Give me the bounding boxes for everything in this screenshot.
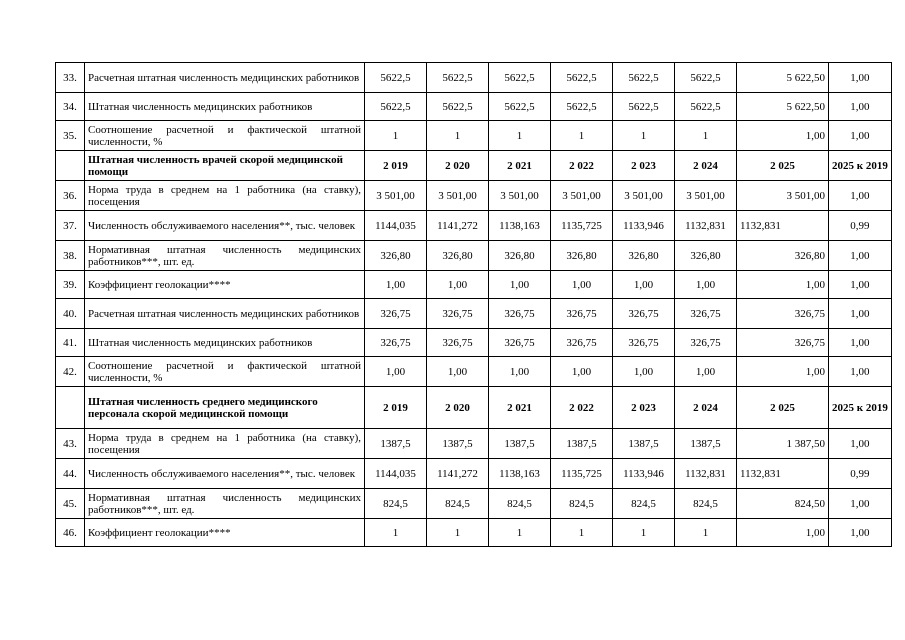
year-value-cell: 1,00: [675, 271, 737, 299]
year-value-cell: 5622,5: [365, 63, 427, 93]
year-value-cell: 1,00: [737, 271, 829, 299]
year-value-cell: 1,00: [427, 357, 489, 387]
year-value-cell: 1,00: [489, 357, 551, 387]
year-value-cell: 3 501,00: [489, 181, 551, 211]
year-value-cell: 2 020: [427, 387, 489, 429]
year-value-cell: 1,00: [489, 271, 551, 299]
year-value-cell: 1,00: [613, 271, 675, 299]
row-label: Коэффициент геолокации****: [85, 519, 365, 547]
year-value-cell: 824,5: [427, 489, 489, 519]
year-value-cell: 326,75: [365, 299, 427, 329]
year-value-cell: 1141,272: [427, 211, 489, 241]
row-label: Численность обслуживаемого населения**, тыс. человек: [85, 459, 365, 489]
year-value-cell: 1138,163: [489, 211, 551, 241]
year-value-cell: 1133,946: [613, 459, 675, 489]
year-value-cell: 3 501,00: [427, 181, 489, 211]
year-value-cell: 5622,5: [613, 63, 675, 93]
year-value-cell: 1133,946: [613, 211, 675, 241]
year-value-cell: 326,80: [427, 241, 489, 271]
year-value-cell: 1132,831: [675, 211, 737, 241]
year-value-cell: 1132,831: [737, 211, 829, 241]
year-value-cell: 824,5: [675, 489, 737, 519]
year-value-cell: 326,80: [365, 241, 427, 271]
year-value-cell: 1: [489, 121, 551, 151]
year-value-cell: 2 024: [675, 387, 737, 429]
year-value-cell: 5622,5: [551, 93, 613, 121]
ratio-cell: 1,00: [829, 93, 892, 121]
row-number: 36.: [56, 181, 85, 211]
table-row: [56, 357, 892, 387]
table-row: [56, 329, 892, 357]
table-row: [56, 181, 892, 211]
row-number: [56, 387, 85, 429]
year-value-cell: 1: [675, 519, 737, 547]
year-value-cell: 3 501,00: [737, 181, 829, 211]
year-value-cell: 1: [427, 519, 489, 547]
year-value-cell: 3 501,00: [675, 181, 737, 211]
row-label: Расчетная штатная численность медицинских работников: [85, 63, 365, 93]
year-value-cell: 824,5: [613, 489, 675, 519]
year-value-cell: 5622,5: [427, 63, 489, 93]
year-value-cell: 3 501,00: [365, 181, 427, 211]
row-label: Норма труда в среднем на 1 работника (на ставку), посещения: [85, 429, 365, 459]
year-value-cell: 2 021: [489, 151, 551, 181]
year-value-cell: 5622,5: [675, 93, 737, 121]
year-value-cell: 2 019: [365, 387, 427, 429]
year-value-cell: 5622,5: [427, 93, 489, 121]
year-value-cell: 2 021: [489, 387, 551, 429]
staffing-table: [55, 62, 892, 547]
table-row: [56, 241, 892, 271]
year-value-cell: 1,00: [365, 271, 427, 299]
row-number: 44.: [56, 459, 85, 489]
year-value-cell: 1387,5: [551, 429, 613, 459]
row-number: 39.: [56, 271, 85, 299]
table-row: [56, 489, 892, 519]
year-value-cell: 5622,5: [489, 93, 551, 121]
table-row: [56, 429, 892, 459]
row-label: Нормативная штатная численность медицинских работников***, шт. ед.: [85, 489, 365, 519]
ratio-cell: 1,00: [829, 121, 892, 151]
year-value-cell: 1135,725: [551, 211, 613, 241]
row-number: 46.: [56, 519, 85, 547]
year-value-cell: 326,75: [427, 299, 489, 329]
row-number: 40.: [56, 299, 85, 329]
year-value-cell: 326,75: [489, 329, 551, 357]
ratio-cell: 2025 к 2019: [829, 387, 892, 429]
year-value-cell: 326,75: [551, 299, 613, 329]
section-header-row: [56, 387, 892, 429]
row-label: Штатная численность медицинских работников: [85, 93, 365, 121]
ratio-cell: 1,00: [829, 181, 892, 211]
year-value-cell: 326,80: [613, 241, 675, 271]
year-value-cell: 2 019: [365, 151, 427, 181]
row-number: 43.: [56, 429, 85, 459]
year-value-cell: 1141,272: [427, 459, 489, 489]
year-value-cell: 326,80: [737, 241, 829, 271]
row-number: 41.: [56, 329, 85, 357]
year-value-cell: 5622,5: [613, 93, 675, 121]
year-value-cell: 2 024: [675, 151, 737, 181]
ratio-cell: 2025 к 2019: [829, 151, 892, 181]
year-value-cell: 1144,035: [365, 211, 427, 241]
year-value-cell: 1: [613, 519, 675, 547]
table-row: [56, 519, 892, 547]
year-value-cell: 1132,831: [675, 459, 737, 489]
year-value-cell: 326,75: [737, 299, 829, 329]
row-label: Штатная численность медицинских работников: [85, 329, 365, 357]
year-value-cell: 1132,831: [737, 459, 829, 489]
year-value-cell: 3 501,00: [551, 181, 613, 211]
row-label: Расчетная штатная численность медицинских работников: [85, 299, 365, 329]
year-value-cell: 1 387,50: [737, 429, 829, 459]
table-row: [56, 459, 892, 489]
row-number: 38.: [56, 241, 85, 271]
year-value-cell: 1387,5: [613, 429, 675, 459]
year-value-cell: 1,00: [613, 357, 675, 387]
year-value-cell: 1135,725: [551, 459, 613, 489]
year-value-cell: 1: [427, 121, 489, 151]
year-value-cell: 3 501,00: [613, 181, 675, 211]
year-value-cell: 1: [365, 121, 427, 151]
section-header-row: [56, 151, 892, 181]
ratio-cell: 1,00: [829, 271, 892, 299]
row-number: 42.: [56, 357, 85, 387]
year-value-cell: 1: [365, 519, 427, 547]
year-value-cell: 326,75: [489, 299, 551, 329]
year-value-cell: 1: [675, 121, 737, 151]
year-value-cell: 5 622,50: [737, 93, 829, 121]
ratio-cell: 1,00: [829, 241, 892, 271]
ratio-cell: 1,00: [829, 519, 892, 547]
row-label: Коэффициент геолокации****: [85, 271, 365, 299]
table-body: [56, 63, 892, 547]
row-number: 33.: [56, 63, 85, 93]
row-label: Нормативная штатная численность медицинских работников***, шт. ед.: [85, 241, 365, 271]
year-value-cell: 2 022: [551, 387, 613, 429]
year-value-cell: 2 022: [551, 151, 613, 181]
row-number: [56, 151, 85, 181]
year-value-cell: 1,00: [737, 121, 829, 151]
ratio-cell: 0,99: [829, 211, 892, 241]
year-value-cell: 1,00: [427, 271, 489, 299]
year-value-cell: 1,00: [675, 357, 737, 387]
year-value-cell: 1387,5: [427, 429, 489, 459]
year-value-cell: 326,75: [613, 329, 675, 357]
year-value-cell: 1: [613, 121, 675, 151]
ratio-cell: 1,00: [829, 357, 892, 387]
year-value-cell: 2 020: [427, 151, 489, 181]
year-value-cell: 824,5: [365, 489, 427, 519]
ratio-cell: 0,99: [829, 459, 892, 489]
year-value-cell: 1144,035: [365, 459, 427, 489]
year-value-cell: 1138,163: [489, 459, 551, 489]
year-value-cell: 824,5: [551, 489, 613, 519]
year-value-cell: 2 025: [737, 151, 829, 181]
year-value-cell: 1387,5: [365, 429, 427, 459]
row-label: Норма труда в среднем на 1 работника (на ставку), посещения: [85, 181, 365, 211]
row-label: Штатная численность врачей скорой медицинской помощи: [85, 151, 365, 181]
year-value-cell: 824,50: [737, 489, 829, 519]
year-value-cell: 326,75: [675, 299, 737, 329]
year-value-cell: 5622,5: [365, 93, 427, 121]
year-value-cell: 1: [551, 121, 613, 151]
ratio-cell: 1,00: [829, 329, 892, 357]
table-row: [56, 121, 892, 151]
year-value-cell: 326,75: [427, 329, 489, 357]
year-value-cell: 326,75: [365, 329, 427, 357]
year-value-cell: 5 622,50: [737, 63, 829, 93]
year-value-cell: 326,75: [613, 299, 675, 329]
year-value-cell: 1,00: [737, 357, 829, 387]
row-number: 34.: [56, 93, 85, 121]
year-value-cell: 1387,5: [489, 429, 551, 459]
year-value-cell: 2 023: [613, 387, 675, 429]
ratio-cell: 1,00: [829, 429, 892, 459]
year-value-cell: 326,75: [675, 329, 737, 357]
row-label: Штатная численность среднего медицинского персонала скорой медицинской помощи: [85, 387, 365, 429]
year-value-cell: 1: [551, 519, 613, 547]
year-value-cell: 5622,5: [675, 63, 737, 93]
row-label: Соотношение расчетной и фактической штатной численности, %: [85, 121, 365, 151]
row-number: 37.: [56, 211, 85, 241]
year-value-cell: 326,75: [737, 329, 829, 357]
row-number: 45.: [56, 489, 85, 519]
table-row: [56, 299, 892, 329]
year-value-cell: 824,5: [489, 489, 551, 519]
year-value-cell: 326,80: [675, 241, 737, 271]
ratio-cell: 1,00: [829, 63, 892, 93]
row-label: Численность обслуживаемого населения**, тыс. человек: [85, 211, 365, 241]
year-value-cell: 326,75: [551, 329, 613, 357]
row-label: Соотношение расчетной и фактической штатной численности, %: [85, 357, 365, 387]
table-row: [56, 93, 892, 121]
year-value-cell: 1,00: [551, 357, 613, 387]
ratio-cell: 1,00: [829, 299, 892, 329]
year-value-cell: 1,00: [551, 271, 613, 299]
year-value-cell: 1,00: [365, 357, 427, 387]
year-value-cell: 5622,5: [551, 63, 613, 93]
year-value-cell: 326,80: [551, 241, 613, 271]
year-value-cell: 5622,5: [489, 63, 551, 93]
year-value-cell: 1387,5: [675, 429, 737, 459]
table-row: [56, 271, 892, 299]
row-number: 35.: [56, 121, 85, 151]
table-row: [56, 63, 892, 93]
table-row: [56, 211, 892, 241]
year-value-cell: 326,80: [489, 241, 551, 271]
ratio-cell: 1,00: [829, 489, 892, 519]
year-value-cell: 2 025: [737, 387, 829, 429]
year-value-cell: 1,00: [737, 519, 829, 547]
year-value-cell: 1: [489, 519, 551, 547]
year-value-cell: 2 023: [613, 151, 675, 181]
